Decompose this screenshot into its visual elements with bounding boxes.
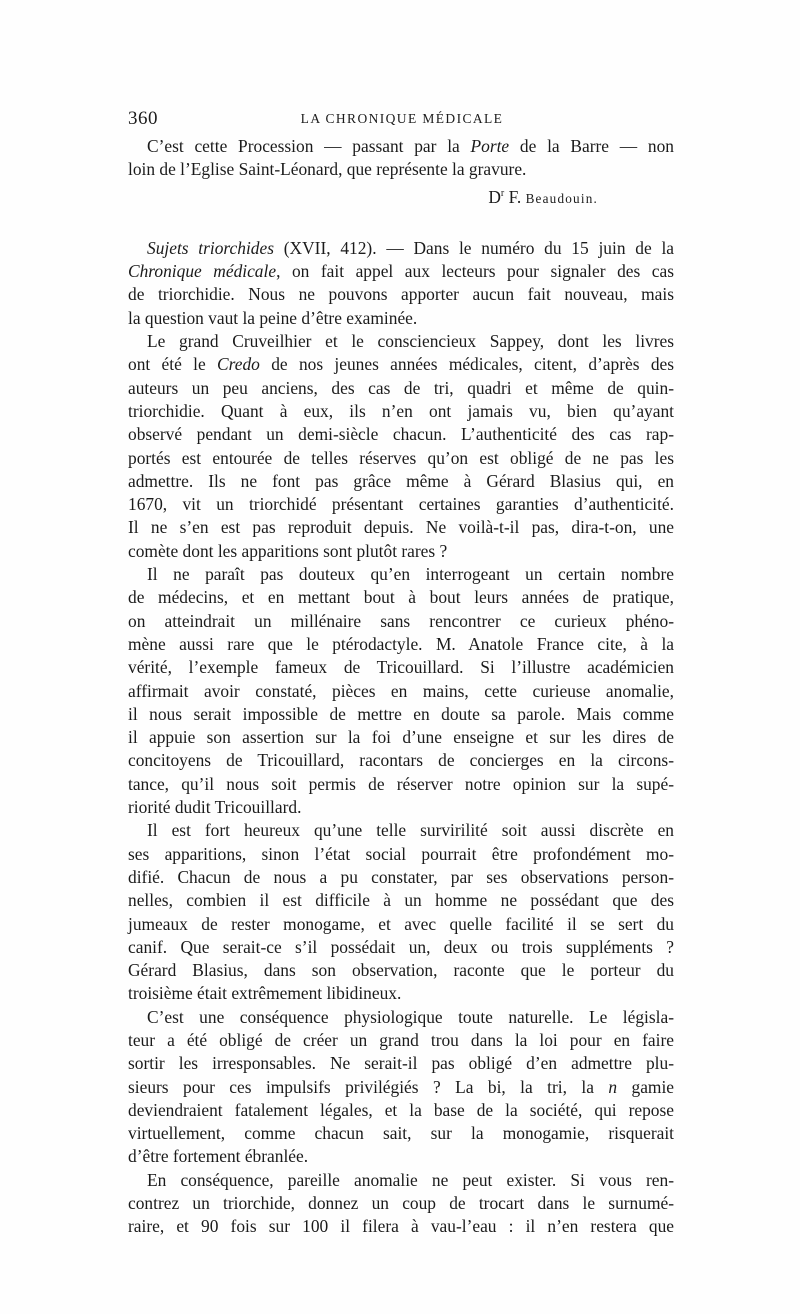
text-line: il appuie son assertion sur la foi d’une enseigne et sur les dires de: [128, 727, 674, 748]
text-line: contrez un triorchide, donnez un coup de trocart dans le surnumé-: [128, 1193, 674, 1214]
text-line: troisième était extrêmement libidineux.: [128, 983, 402, 1004]
intro-line: loin de l’Eglise Saint-Léonard, que représente la gravure.: [128, 159, 527, 180]
text-line: observé pendant un demi-siècle chacun. L’authenticité des cas rap-: [128, 424, 674, 445]
text-line: tance, qu’il nous soit permis de réserver notre opinion sur la supé-: [128, 773, 674, 794]
text-line: riorité dudit Tricouillard.: [128, 797, 302, 818]
text-line: Chronique médicale, on fait appel aux lecteurs pour signaler des cas: [128, 261, 674, 282]
intro-line: C’est cette Procession — passant par la Porte de la Barre — non: [147, 136, 674, 156]
page-number: 360: [128, 108, 158, 129]
text-line: triorchidie. Quant à eux, ils n’en ont jamais vu, bien qu’ayant: [128, 400, 674, 421]
text-line: on atteindrait un millénaire sans rencontrer ce curieux phéno-: [128, 610, 674, 631]
text-line: Il est fort heureux qu’une telle survirilité soit aussi discrète en: [147, 820, 674, 841]
text-line: 1670, vit un triorchidé présentant certaines garanties d’authenticité.: [128, 494, 674, 515]
text-line: ont été le Credo de nos jeunes années médicales, citent, d’après des: [128, 354, 675, 375]
text-line: portés est entourée de telles réserves qu’on est obligé de ne pas les: [128, 447, 674, 468]
text-line: ses apparitions, sinon l’état social pourrait être profondément mo-: [128, 843, 674, 864]
text-line: C’est une conséquence physiologique toute naturelle. Le législa-: [147, 1006, 674, 1027]
text-line: En conséquence, pareille anomalie ne peut exister. Si vous ren-: [147, 1169, 674, 1190]
text-line: comète dont les apparitions sont plutôt rares ?: [128, 540, 448, 561]
text-line: vérité, l’exemple fameux de Tricouillard. Si l’illustre académicien: [128, 657, 674, 678]
section-gap: [128, 205, 674, 237]
text-line: difié. Chacun de nous a pu constater, par ses observations person-: [128, 866, 674, 887]
text-line: la question vaut la peine d’être examinée.: [128, 307, 418, 328]
text-line: auteurs un peu anciens, des cas de tri, quadri et même de quin-: [128, 377, 674, 398]
text-line: deviendraient fatalement légales, et la base de la société, qui repose: [128, 1099, 674, 1120]
text-line: raire, et 90 fois sur 100 il filera à vau-l’eau : il n’en restera que: [128, 1216, 674, 1237]
text-line: Gérard Blasius, dans son observation, raconte que le porteur du: [128, 960, 674, 981]
text-line: il nous serait impossible de mettre en doute sa parole. Mais comme: [128, 703, 674, 724]
article-title: Sujets triorchides: [147, 237, 274, 258]
text-line: sieurs pour ces impulsifs privilégiés ? La bi, la tri, la n gamie: [128, 1076, 674, 1097]
article-heading: Sujets triorchides (XVII, 412). — Dans le numéro du 15 juin de la: [147, 237, 674, 258]
page-header: [128, 108, 676, 130]
text-line: affirmait avoir constaté, pièces en mains, cette curieuse anomalie,: [128, 680, 674, 701]
text-line: Il ne paraît pas douteux qu’en interrogeant un certain nombre: [147, 564, 674, 585]
running-head: LA CHRONIQUE MÉDICALE: [300, 111, 504, 126]
text-line: canif. Que serait-ce s’il possédait un, deux ou trois suppléments ?: [128, 936, 674, 957]
text-line: nelles, combien il est difficile à un homme ne possédant que des: [128, 890, 674, 911]
text-line: Il ne s’en est pas reproduit depuis. Ne voilà-t-il pas, dira-t-on, une: [128, 517, 674, 538]
text-line: d’être fortement ébranlée.: [128, 1146, 309, 1167]
text-line: concitoyens de Tricouillard, racontars de concierges en la circons-: [128, 750, 674, 771]
text-line: de triorchidie. Nous ne pouvons apporter aucun fait nouveau, mais: [128, 284, 674, 305]
text-line: jumeaux de rester monogame, et avec quelle facilité il se sert du: [128, 913, 674, 934]
body-text: [128, 135, 674, 1239]
text-line: de médecins, et en mettant bout à bout leurs années de pratique,: [128, 587, 674, 608]
text-line: virtuellement, comme chacun sait, sur la monogamie, risquerait: [128, 1123, 674, 1144]
author-signature: $D^r$ F. Beaudouin.: [488, 186, 598, 207]
text-line: admettre. Ils ne font pas grâce même à Gérard Blasius qui, en: [128, 470, 674, 491]
text-line: mène aussi rare que le ptérodactyle. M. Anatole France cite, à la: [128, 633, 674, 654]
text-line: sortir les irresponsables. Ne serait-il pas obligé d’en admettre plu-: [128, 1053, 674, 1074]
text-line: Le grand Cruveilhier et le consciencieux Sappey, dont les livres: [147, 331, 674, 352]
text-line: teur a été obligé de créer un grand trou dans la loi pour en faire: [128, 1029, 674, 1050]
